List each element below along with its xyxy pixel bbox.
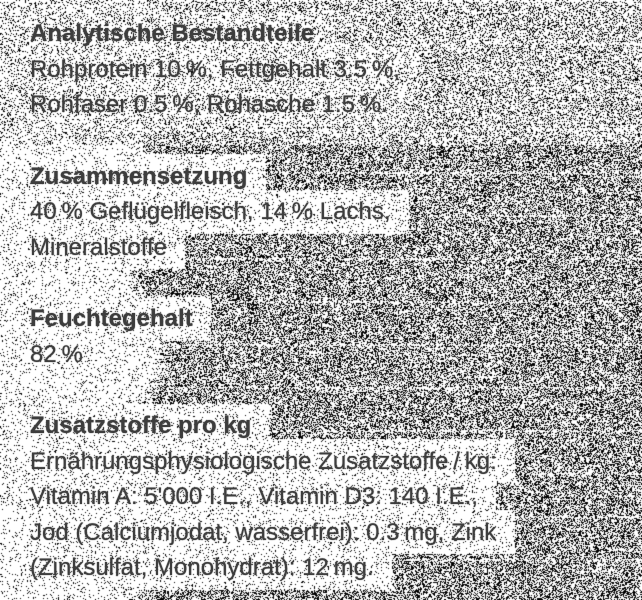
text-line: Rohfaser 0.5 %, Rohasche 1.5 %. bbox=[30, 91, 388, 118]
text-line: 82 % bbox=[30, 340, 83, 368]
text-line: (Zinksulfat, Monohydrat): 12 mg. bbox=[30, 554, 374, 581]
text-line: Jod (Calciumjodat, wasserfrei): 0.3 mg, Zink bbox=[30, 518, 497, 546]
text-line: Ernährungsphysiologische Zusatzstoffe / kg: bbox=[30, 447, 497, 475]
text-line: 40 % Geflügelfleisch, 14 % Lachs, bbox=[30, 198, 391, 225]
section-zusatzstoffe bbox=[30, 408, 497, 586]
section-heading: Zusammensetzung bbox=[30, 162, 248, 190]
label-text-block bbox=[30, 16, 497, 586]
section-zusammensetzung bbox=[30, 159, 497, 266]
section-analytische-bestandteile bbox=[30, 16, 497, 123]
section-heading: Feuchtegehalt bbox=[30, 305, 193, 332]
text-line: Rohprotein 10 %, Fettgehalt 3.5 %, bbox=[30, 55, 400, 83]
section-feuchtegehalt bbox=[30, 301, 497, 372]
section-heading: Zusatzstoffe pro kg bbox=[30, 412, 252, 439]
text-line: Mineralstoffe bbox=[30, 233, 167, 261]
text-line: Vitamin A: 5'000 I.E., Vitamin D3: 140 I.E., bbox=[30, 483, 478, 510]
section-heading: Analytische Bestandteile bbox=[30, 20, 315, 47]
